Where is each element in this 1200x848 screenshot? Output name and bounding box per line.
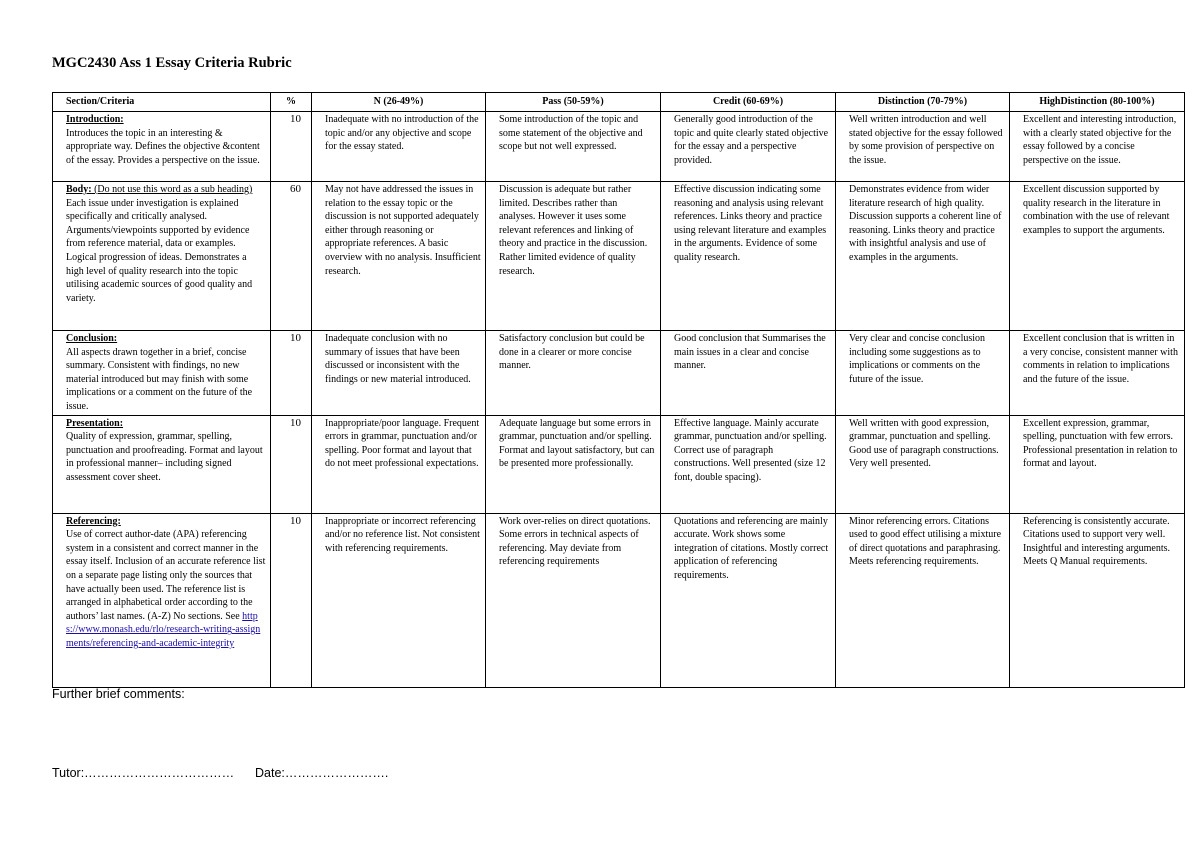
section-description: Each issue under investigation is explained specifically and critically analysed. Arguments/viewpoints supported by evidence from reference material, data or examples. Logical progression of ideas. Demonstrates a high level of quality research into the topic utilising academic sources of good quality and variety. xyxy=(66,197,253,304)
header-percent: % xyxy=(271,93,312,112)
n-cell: Inadequate with no introduction of the topic and/or any objective and scope for the essay stated. xyxy=(312,112,486,182)
hd-cell: Excellent discussion supported by quality research in the literature in combination with the use of relevant examples to support the arguments. xyxy=(1010,182,1185,331)
credit-cell: Effective language. Mainly accurate grammar, punctuation and/or spelling. Correct use of paragraph constructions. Well presented (size 12 font, double spacing). xyxy=(661,415,836,513)
percent-cell: 10 xyxy=(271,415,312,513)
tutor-label: Tutor:……………………………… xyxy=(52,766,235,780)
n-cell: Inappropriate or incorrect referencing and/or no reference list. Not consistent with referencing requirements. xyxy=(312,513,486,687)
rubric-row-conclusion xyxy=(53,331,1185,416)
percent-cell: 60 xyxy=(271,182,312,331)
header-distinction: Distinction (70-79%) xyxy=(836,93,1010,112)
section-heading: Body: (Do not use this word as a sub heading) xyxy=(66,184,253,195)
credit-cell: Generally good introduction of the topic and quite clearly stated objective for the essay and a perspective provided. xyxy=(661,112,836,182)
credit-cell: Quotations and referencing are mainly accurate. Work shows some integration of citations. Mostly correct application of referencing requirements. xyxy=(661,513,836,687)
rubric-row-presentation xyxy=(53,415,1185,513)
hd-cell: Excellent expression, grammar, spelling, punctuation with few errors. Professional presentation in relation to format and layout. xyxy=(1010,415,1185,513)
section-description: Introduces the topic in an interesting & appropriate way. Defines the objective &content of the essay. Provides a perspective on the issue. xyxy=(66,127,260,166)
rubric-row-body xyxy=(53,182,1185,331)
header-high-distinction: HighDistinction (80-100%) xyxy=(1010,93,1185,112)
pass-cell: Discussion is adequate but rather limited. Describes rather than analyses. However it uses some relevant references and linking of theory and practice in the discussion. Rather limited evidence of quality research. xyxy=(486,182,661,331)
header-n: N (26-49%) xyxy=(312,93,486,112)
criteria-cell xyxy=(53,112,271,182)
criteria-cell xyxy=(53,513,271,687)
section-description: Quality of expression, grammar, spelling, punctuation and proofreading. Format and layout in professional manner– including signed assessment cover sheet. xyxy=(66,431,263,483)
hd-cell: Excellent and interesting introduction, with a clearly stated objective for the essay followed by a concise perspective on the issue. xyxy=(1010,112,1185,182)
section-description: All aspects drawn together in a brief, concise summary. Consistent with findings, no new material introduced but may finish with some implications or a comment on the future of the issue. xyxy=(66,346,253,412)
header-section-criteria: Section/Criteria xyxy=(53,93,271,112)
credit-cell: Effective discussion indicating some reasoning and analysis using relevant references. Links theory and practice using relevant literature and examples in the arguments. Evidence of some quality research. xyxy=(661,182,836,331)
pass-cell: Satisfactory conclusion but could be done in a clearer or more concise manner. xyxy=(486,331,661,416)
header-row xyxy=(53,93,1185,112)
criteria-cell xyxy=(53,331,271,416)
header-pass: Pass (50-59%) xyxy=(486,93,661,112)
section-heading-note: (Do not use this word as a sub heading) xyxy=(91,184,253,195)
further-comments-label: Further brief comments: xyxy=(52,687,185,701)
percent-cell: 10 xyxy=(271,513,312,687)
signature-line xyxy=(52,766,388,780)
n-cell: Inappropriate/poor language. Frequent errors in grammar, punctuation and/or spelling. Poor format and layout that do not meet professional expectations. xyxy=(312,415,486,513)
section-heading: Presentation: xyxy=(66,417,124,429)
date-label: Date:……………………. xyxy=(255,766,389,780)
criteria-cell xyxy=(53,415,271,513)
document-title: MGC2430 Ass 1 Essay Criteria Rubric xyxy=(52,55,292,71)
pass-cell: Work over-relies on direct quotations. Some errors in technical aspects of referencing. May deviate from referencing requirements xyxy=(486,513,661,687)
distinction-cell: Minor referencing errors. Citations used to good effect utilising a mixture of direct quotations and paraphrasing. Meets referencing requirements. xyxy=(836,513,1010,687)
distinction-cell: Very clear and concise conclusion including some suggestions as to implications or comments on the future of the issue. xyxy=(836,331,1010,416)
section-heading: Conclusion: xyxy=(66,333,118,344)
rubric-row-introduction xyxy=(53,112,1185,182)
rubric-row-referencing xyxy=(53,513,1185,687)
rubric-table xyxy=(52,92,1185,688)
section-description: Use of correct author-date (APA) referencing system in a consistent and correct manner in the essay itself. Inclusion of an accurate reference list on a separate page listing only the sources that have actually been used. The reference list is arranged in alphabetical order according to the authors’ last names. (A-Z) No sections. See xyxy=(66,529,266,622)
criteria-cell xyxy=(53,182,271,331)
header-credit: Credit (60-69%) xyxy=(661,93,836,112)
pass-cell: Some introduction of the topic and some statement of the objective and scope but not well expressed. xyxy=(486,112,661,182)
n-cell: May not have addressed the issues in relation to the essay topic or the discussion is not supported adequately either through reasoning or appropriate references. A basic overview with no analysis. Insufficient research. xyxy=(312,182,486,331)
credit-cell: Good conclusion that Summarises the main issues in a clear and concise manner. xyxy=(661,331,836,416)
section-heading: Referencing: xyxy=(66,515,121,527)
distinction-cell: Demonstrates evidence from wider literature research of high quality. Discussion supports a coherent line of reasoning. Links theory and practice with insightful analysis and use of examples in the arguments. xyxy=(836,182,1010,331)
hd-cell: Excellent conclusion that is written in a very concise, consistent manner with comments in relation to implications and the future of the issue. xyxy=(1010,331,1185,416)
distinction-cell: Well written introduction and well stated objective for the essay followed by some provision of perspective on the issue. xyxy=(836,112,1010,182)
distinction-cell: Well written with good expression, grammar, punctuation and spelling. Good use of paragraph constructions. Very well presented. xyxy=(836,415,1010,513)
referencing-guide-link[interactable]: https://www.monash.edu/rlo/research-writing-assignments/referencing-and-academic-integrity xyxy=(66,610,261,649)
pass-cell: Adequate language but some errors in grammar, punctuation and/or spelling. Format and layout satisfactory, but can be presented more professionally. xyxy=(486,415,661,513)
percent-cell: 10 xyxy=(271,112,312,182)
n-cell: Inadequate conclusion with no summary of issues that have been discussed or inconsistent with the findings or new material introduced. xyxy=(312,331,486,416)
hd-cell: Referencing is consistently accurate. Citations used to support very well. Insightful and interesting arguments. Meets Q Manual requirements. xyxy=(1010,513,1185,687)
percent-cell: 10 xyxy=(271,331,312,416)
section-heading: Introduction: xyxy=(66,114,124,125)
